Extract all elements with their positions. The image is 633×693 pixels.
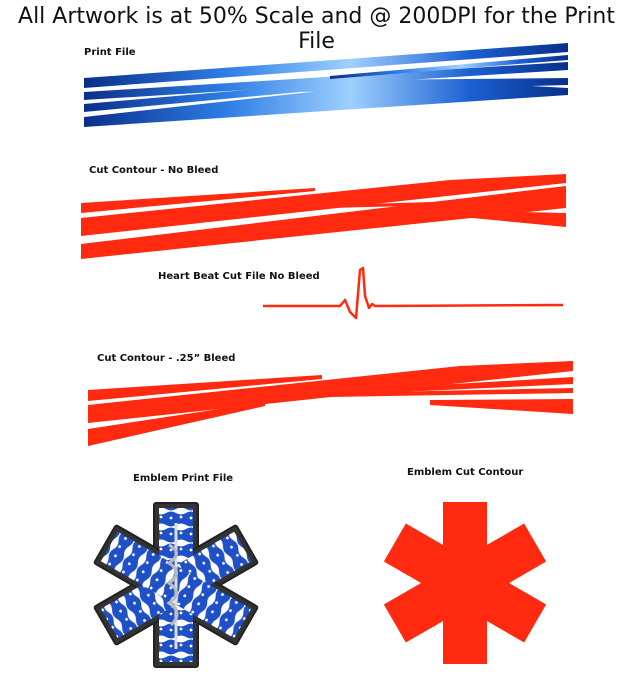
- label-emblem-cut: Emblem Cut Contour: [407, 467, 524, 478]
- label-cut-contour-no-bleed: Cut Contour - No Bleed: [89, 165, 219, 176]
- label-print-file: Print File: [84, 47, 136, 58]
- cut-contour-no-bleed: [81, 174, 566, 259]
- label-heart-beat: Heart Beat Cut File No Bleed: [158, 271, 320, 282]
- emblem-print-star: [94, 503, 258, 667]
- label-cut-contour-bleed: Cut Contour - .25” Bleed: [97, 353, 236, 364]
- emblem-cut-star: [384, 502, 546, 664]
- print-file-stripes: [84, 43, 568, 127]
- heart-beat-line: [263, 268, 563, 318]
- label-emblem-print: Emblem Print File: [133, 473, 234, 484]
- page-title: All Artwork is at 50% Scale and @ 200DPI for the Print File: [18, 4, 615, 54]
- cut-contour-bleed: [88, 361, 573, 446]
